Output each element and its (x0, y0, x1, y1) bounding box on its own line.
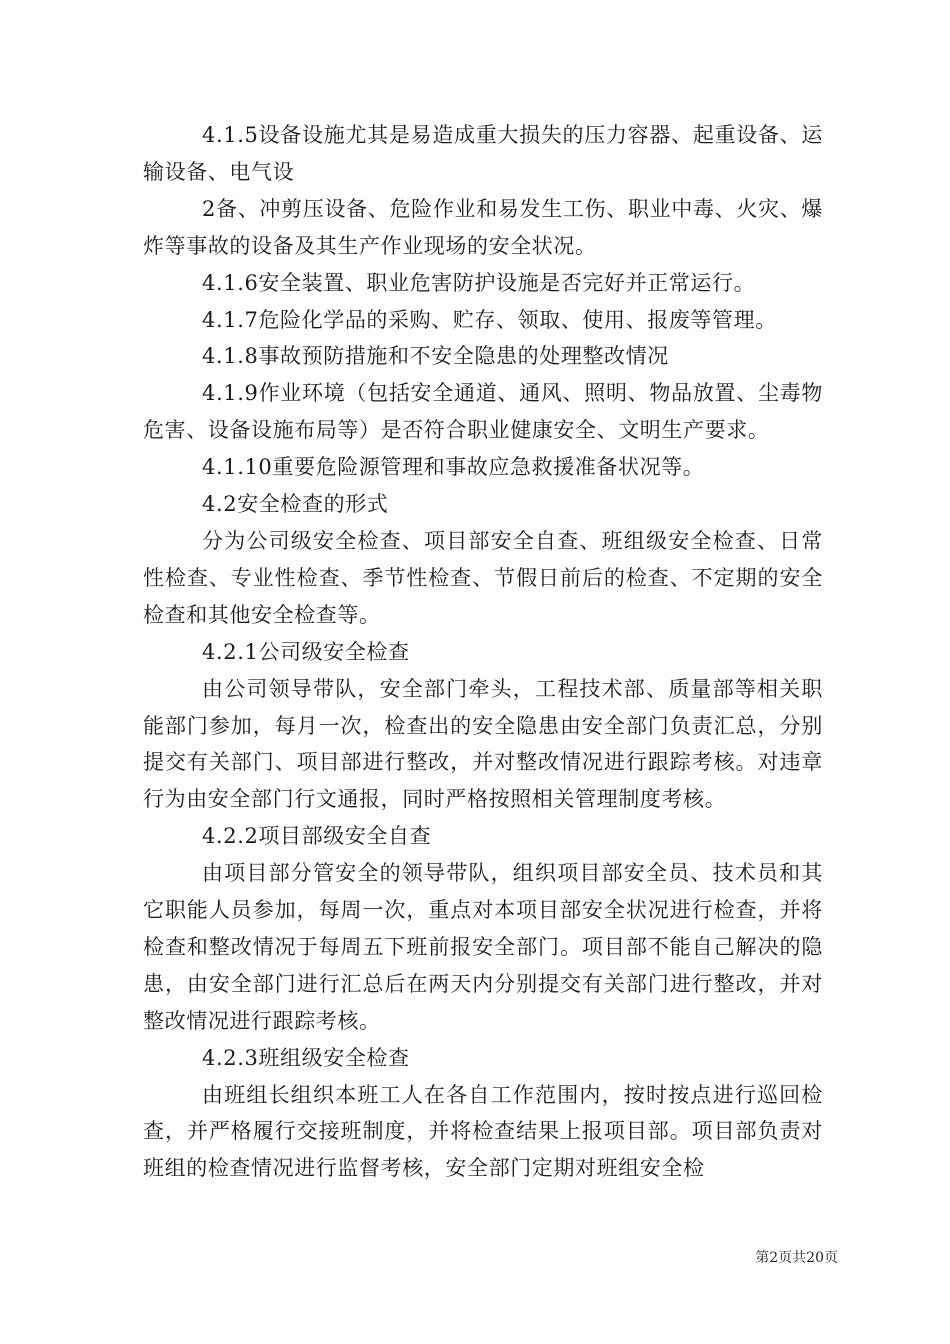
heading-4-2-3: 4.2.3班组级安全检查 (202, 1045, 410, 1070)
document-body (143, 117, 823, 1187)
paragraph-4-2-3-body: 由班组长组织本班工人在各自工作范围内，按时按点进行巡回检查，并严格履行交接班制度，并将检查结果上报项目部。项目部负责对班组的检查情况进行监督考核，安全部门定期对班组安全检 (143, 1082, 823, 1181)
page-number: 第2页共20页 (755, 1250, 838, 1266)
heading-4-2-2: 4.2.2项目部级安全自查 (202, 824, 432, 849)
paragraph-4-1-7: 4.1.7危险化学品的采购、贮存、领取、使用、报废等管理。 (202, 307, 777, 332)
paragraph-4-1-6: 4.1.6安全装置、职业危害防护设施是否完好并正常运行。 (202, 270, 756, 295)
paragraph-4-2-2-body: 由项目部分管安全的领导带队，组织项目部安全员、技术员和其它职能人员参加，每周一次，重点对本项目部安全状况进行检查，并将检查和整改情况于每周五下班前报安全部门。项目部不能自己解决的隐患，由安全部门进行汇总后在两天内分别提交有关部门进行整改，并对整改情况进行跟踪考核。 (143, 861, 823, 1033)
paragraph-4-1-9: 4.1.9作业环境（包括安全通道、通风、照明、物品放置、尘毒物危害、设备设施布局等）是否符合职业健康安全、文明生产要求。 (143, 381, 823, 443)
paragraph-4-1-5: 4.1.5设备设施尤其是易造成重大损失的压力容器、起重设备、运输设备、电气设 (143, 123, 823, 184)
paragraph-4-1-10: 4.1.10重要危险源管理和事故应急救援准备状况等。 (202, 455, 705, 480)
paragraph-continuation: 2备、冲剪压设备、危险作业和易发生工伤、职业中毒、火灾、爆炸等事故的设备及其生产作业现场的安全状况。 (143, 196, 823, 258)
heading-4-2-1: 4.2.1公司级安全检查 (202, 639, 410, 664)
paragraph-4-2-1-body: 由公司领导带队，安全部门牵头，工程技术部、质量部等相关职能部门参加，每月一次，检查出的安全隐患由安全部门负责汇总，分别提交有关部门、项目部进行整改，并对整改情况进行跟踪考核。对违章行为由安全部门行文通报，同时严格按照相关管理制度考核。 (143, 676, 823, 812)
paragraph-4-2-body: 分为公司级安全检查、项目部安全自查、班组级安全检查、日常性检查、专业性检查、季节性检查、节假日前后的检查、不定期的安全检查和其他安全检查等。 (143, 528, 823, 627)
heading-4-2: 4.2安全检查的形式 (202, 492, 389, 517)
paragraph-4-1-8: 4.1.8事故预防措施和不安全隐患的处理整改情况 (202, 344, 669, 369)
